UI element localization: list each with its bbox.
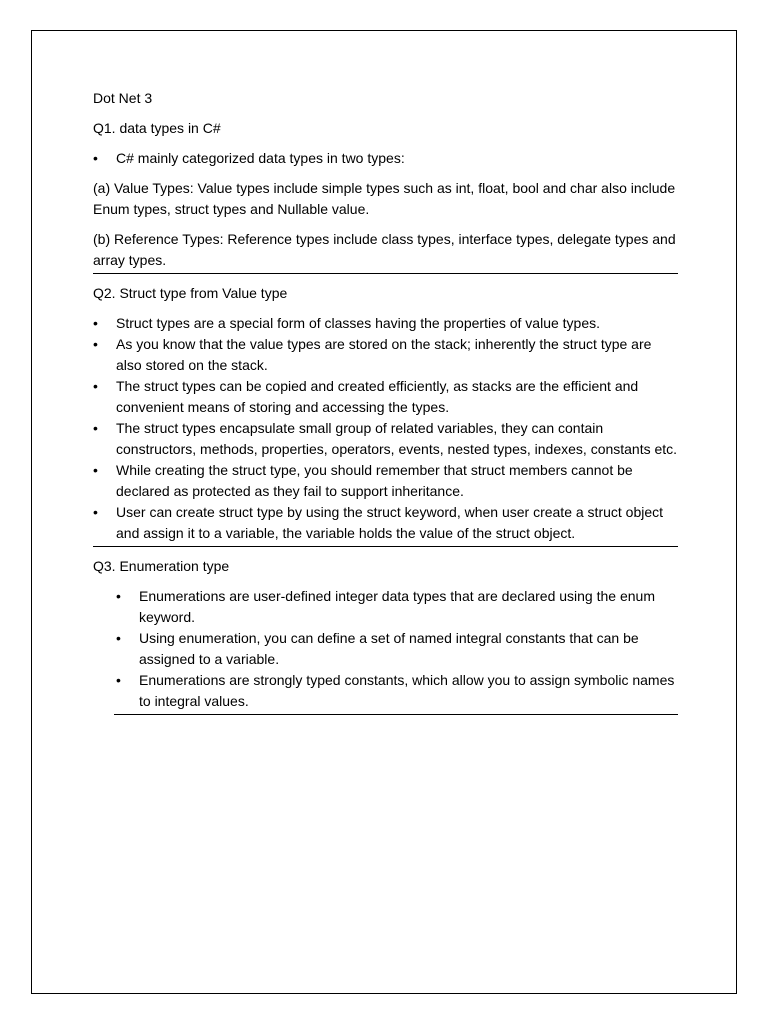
list-item-text: The struct types encapsulate small group of related variables, they can contain constructors, methods, properties, operators, events, nested types, indexes, constants etc.: [116, 420, 678, 457]
list-item-text: User can create struct type by using the struct keyword, when user create a struct object and assign it to a variable, the variable holds the value of the struct object.: [116, 504, 664, 541]
bullet-icon: •: [93, 462, 98, 478]
list-item-text: C# mainly categorized data types in two types:: [116, 150, 405, 166]
list-item: [93, 376, 678, 418]
bullet-icon: •: [116, 630, 121, 646]
list-item: [93, 313, 678, 334]
list-item-text: While creating the struct type, you should remember that struct members cannot be declared as protected as they fail to support inheritance.: [116, 462, 633, 499]
list-item: [116, 586, 678, 628]
list-item: [116, 628, 678, 670]
q3-heading: Q3. Enumeration type: [93, 558, 230, 574]
list-item: [93, 148, 678, 169]
list-item-text: The struct types can be copied and created efficiently, as stacks are the efficient and convenient means of storing and accessing the types.: [116, 378, 639, 415]
q3-bullet-list: [116, 586, 678, 712]
bullet-icon: •: [93, 315, 98, 331]
bullet-icon: •: [93, 378, 98, 394]
list-item: [93, 334, 678, 376]
list-item-text: Enumerations are strongly typed constants, which allow you to assign symbolic names to integral values.: [139, 672, 675, 709]
q1-bullet-list: [93, 148, 678, 169]
list-item-text: Enumerations are user-defined integer data types that are declared using the enum keyword.: [139, 588, 655, 625]
section-divider: [114, 714, 678, 715]
list-item-text: Using enumeration, you can define a set of named integral constants that can be assigned to a variable.: [139, 630, 639, 667]
section-divider: [93, 273, 678, 274]
q1-heading: Q1. data types in C#: [93, 120, 221, 136]
bullet-icon: •: [93, 150, 98, 166]
bullet-icon: •: [116, 588, 121, 604]
section-divider: [93, 546, 678, 547]
list-item: [93, 418, 678, 460]
list-item: [93, 502, 678, 544]
document-title: Dot Net 3: [93, 90, 153, 106]
q1-value-types-paragraph: (a) Value Types: Value types include simple types such as int, float, bool and char also include Enum types, struct types and Nullable value.: [93, 180, 676, 217]
list-item: [116, 670, 678, 712]
bullet-icon: •: [93, 336, 98, 352]
q2-bullet-list: [93, 313, 678, 544]
q1-reference-types-paragraph: (b) Reference Types: Reference types include class types, interface types, delegate types and array types.: [93, 231, 676, 268]
document-body: [93, 88, 678, 724]
bullet-icon: •: [116, 672, 121, 688]
q2-heading: Q2. Struct type from Value type: [93, 285, 288, 301]
bullet-icon: •: [93, 504, 98, 520]
bullet-icon: •: [93, 420, 98, 436]
list-item: [93, 460, 678, 502]
list-item-text: Struct types are a special form of classes having the properties of value types.: [116, 315, 601, 331]
list-item-text: As you know that the value types are stored on the stack; inherently the struct type are also stored on the stack.: [116, 336, 652, 373]
